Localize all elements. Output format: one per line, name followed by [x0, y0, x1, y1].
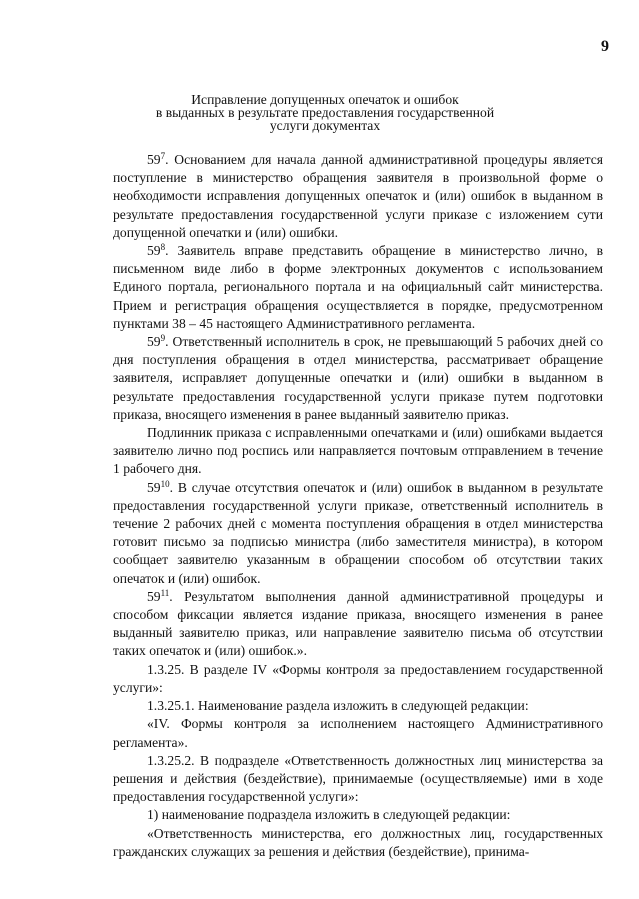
paragraph-text: 1.3.25.1. Наименование раздела изложить в следующей редакции: — [147, 698, 529, 714]
paragraph — [113, 806, 603, 824]
paragraph-text: . Результатом выполнения данной административной процедуры и способом фиксации является издание приказа, вносящего изменения в ранее выданный заявителю приказ, или направление заявителю письма об отсутствии таких опечаток и (или) ошибок.». — [113, 588, 603, 659]
paragraph-text: «IV. Формы контроля за исполнением настоящего Административного регламента». — [113, 716, 603, 750]
document-body — [113, 151, 603, 861]
paragraph — [113, 242, 603, 333]
paragraph — [113, 661, 603, 697]
paragraph-text: . Ответственный исполнитель в срок, не превышающий 5 рабочих дней со дня поступления обращения в отдел министерства, рассматривает обращение заявителя, исправляет допущенные опечатки и (или) ошибки в выданном в результате предоставления государственной услуги приказе путем подготовки приказа, вносящего изменения в ранее выданный заявителю приказ. — [113, 334, 603, 422]
paragraph-text: «Ответственность министерства, его должностных лиц, государственных гражданских служащих за решения и действия (бездействие), принима- — [113, 825, 603, 859]
section-title — [90, 93, 560, 132]
section-title-line: услуги документах — [269, 118, 381, 133]
paragraph — [113, 825, 603, 861]
clause-number: 59 — [147, 334, 161, 350]
paragraph-text: 1.3.25. В разделе IV «Формы контроля за предоставлением государственной услуги»: — [113, 661, 603, 695]
paragraph-text: . В случае отсутствия опечаток и (или) ошибок в выданном в результате предоставления государственной услуги приказе, ответственный исполнитель в течение 2 рабочих дней с момента поступления обращения в отдел министерства готовит письмо за подписью министра (либо заместителя министра), в котором сообщает заявителю указанным в обращении способом об отсутствии таких опечаток и (или) ошибок. — [113, 479, 603, 586]
paragraph — [113, 333, 603, 424]
paragraph-text: . Заявитель вправе представить обращение в министерство лично, в письменном виде либо в форме электронных документов с использованием Единого портала, регионального портала и на официальный сайт министерства. Прием и регистрация обращения осуществляется в порядке, предусмотренном пунктами 38 – 45 настоящего Административного регламента. — [113, 243, 603, 331]
paragraph — [113, 697, 603, 715]
clause-number: 59 — [147, 588, 161, 604]
paragraph-text: 1) наименование подраздела изложить в следующей редакции: — [147, 807, 511, 823]
section-title-line: Исправление допущенных опечаток и ошибок — [191, 92, 459, 107]
clause-superscript: 11 — [160, 587, 170, 598]
clause-number: 59 — [147, 243, 161, 259]
paragraph — [113, 588, 603, 661]
clause-superscript: 7 — [160, 151, 166, 161]
clause-superscript: 10 — [160, 478, 170, 489]
paragraph — [113, 151, 603, 242]
clause-superscript: 8 — [160, 242, 166, 253]
clause-superscript: 9 — [160, 333, 166, 344]
clause-number: 59 — [147, 152, 161, 167]
paragraph — [113, 424, 603, 479]
section-title-line: в выданных в результате предоставления государственной — [155, 105, 495, 120]
paragraph-text: Подлинник приказа с исправленными опечатками и (или) ошибками выдается заявителю лично под роспись или направляется почтовым отправлением в течение 1 рабочего дня. — [113, 425, 603, 477]
paragraph — [113, 752, 603, 807]
paragraph-text: . Основанием для начала данной административной процедуры является поступление в министерство обращения заявителя в произвольной форме о необходимости исправления допущенных опечаток и (или) ошибок в выданном в результате предоставления государственной услуги приказе с изложением сути допущенной опечатки и (или) ошибки. — [113, 152, 603, 240]
paragraph — [113, 479, 603, 588]
page-number: 9 — [601, 38, 609, 55]
paragraph — [113, 715, 603, 751]
paragraph-text: 1.3.25.2. В подразделе «Ответственность должностных лиц министерства за решения и действия (бездействие), принимаемые (осуществляемые) ими в ходе предоставления государственной услуги»: — [113, 752, 603, 805]
clause-number: 59 — [147, 479, 161, 495]
